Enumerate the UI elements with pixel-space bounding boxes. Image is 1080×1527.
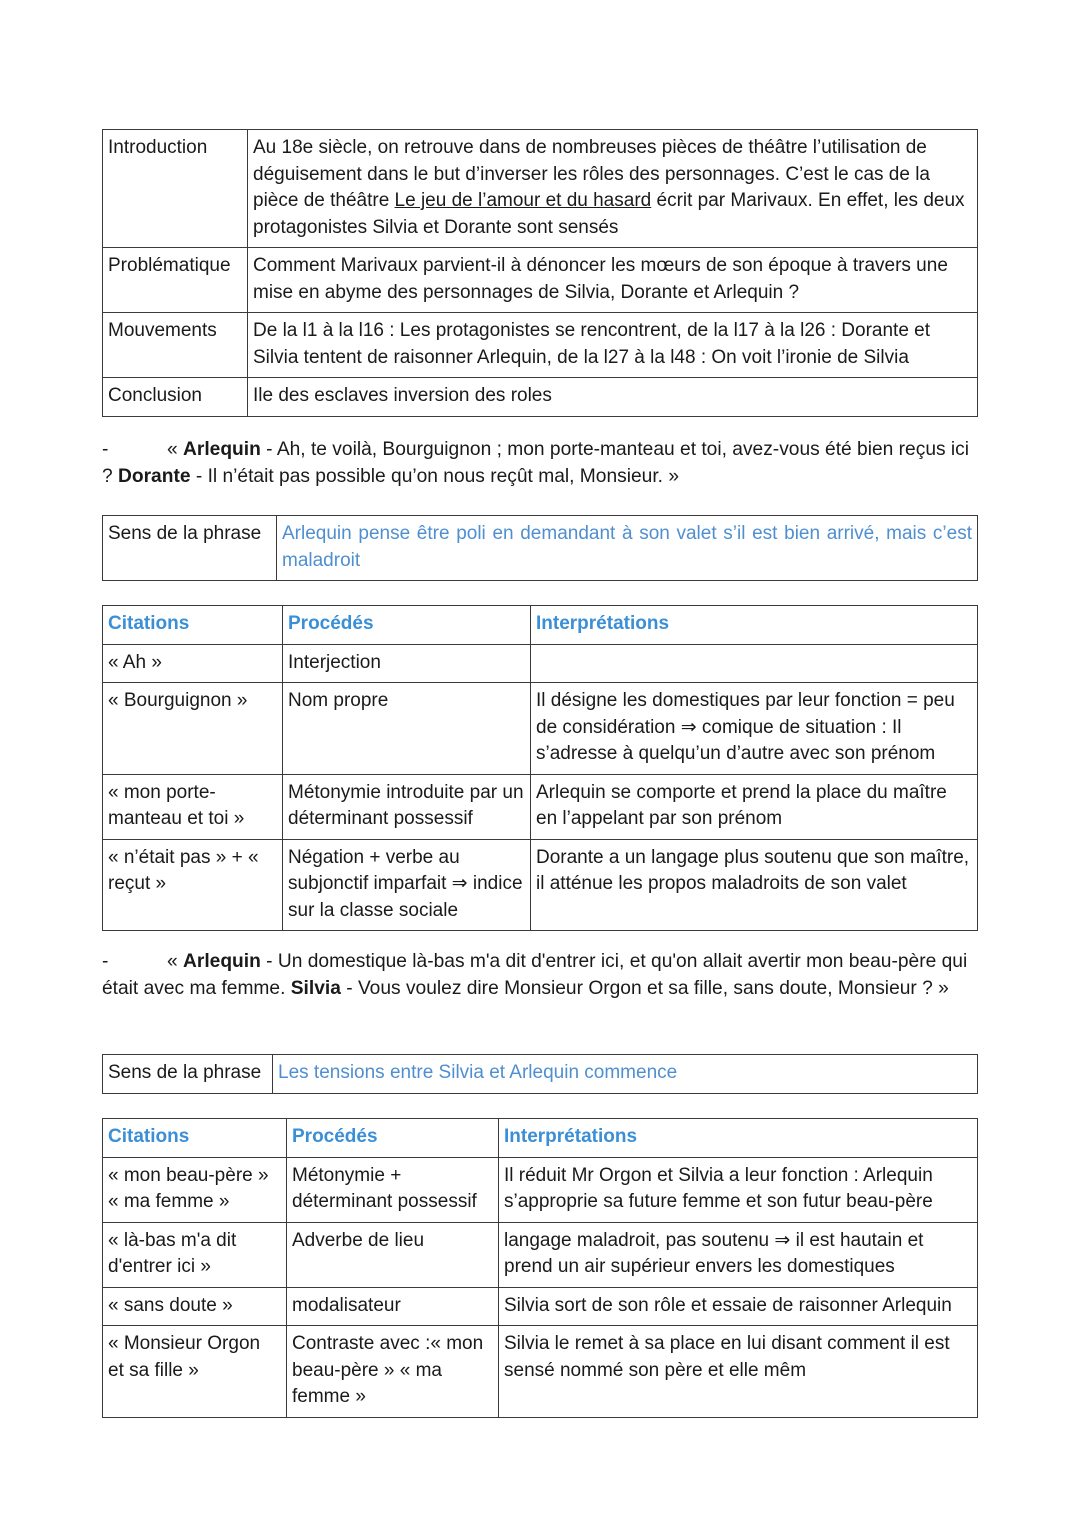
- summary-table: [102, 129, 978, 417]
- summary-label: Introduction: [103, 130, 248, 248]
- citation-cell: « là-bas m'a dit d'entrer ici »: [103, 1222, 287, 1287]
- table-row: [103, 644, 978, 683]
- table-row: [103, 774, 978, 839]
- sens-row: [103, 1055, 978, 1094]
- analysis-header-row: [103, 1119, 978, 1158]
- sens-table-2: [102, 1054, 978, 1094]
- procede-cell: Adverbe de lieu: [287, 1222, 499, 1287]
- header-citations: Citations: [103, 1119, 287, 1158]
- sens-row: [103, 516, 978, 581]
- interpretation-cell: langage maladroit, pas soutenu ⇒ il est hautain et prend un air supérieur envers les domestiques: [499, 1222, 978, 1287]
- sens-label: Sens de la phrase: [103, 1055, 273, 1094]
- analysis-table-2: [102, 1118, 978, 1418]
- quote-open: «: [167, 951, 184, 972]
- summary-text: [248, 130, 978, 248]
- citation-cell: « Ah »: [103, 644, 283, 683]
- summary-row-problematique: [103, 248, 978, 313]
- citation-cell: « sans doute »: [103, 1287, 287, 1326]
- summary-text: De la l1 à la l16 : Les protagonistes se rencontrent, de la l17 à la l26 : Dorante et Silvia tentent de raisonner Arlequin, de la l27 à la l48 : On voit l’ironie de Silvia: [248, 313, 978, 378]
- header-procedes: Procédés: [283, 606, 531, 645]
- speaker-name: Silvia: [290, 977, 341, 999]
- interpretation-cell: [531, 644, 978, 683]
- intro-text-after: écrit par Marivaux. En effet, les deux protagonistes Silvia et Dorante sont sensés: [253, 190, 965, 238]
- quote-line: - Il n’était pas possible qu’on nous reçût mal, Monsieur. »: [190, 465, 679, 487]
- speaker-name: Dorante: [118, 465, 191, 487]
- quote-line: - Un domestique là-bas m'a dit d'entrer ici, et qu'on allait avertir mon beau-père qui était avec ma femme.: [102, 951, 968, 999]
- interpretation-cell: Dorante a un langage plus soutenu que son maître, il atténue les propos maladroits de son valet: [531, 839, 978, 931]
- quote-line: - Vous voulez dire Monsieur Orgon et sa fille, sans doute, Monsieur ? »: [340, 977, 949, 999]
- summary-label: Conclusion: [103, 378, 248, 417]
- procede-cell: Métonymie + déterminant possessif: [287, 1157, 499, 1222]
- summary-label: Mouvements: [103, 313, 248, 378]
- citation-cell: « Monsieur Orgon et sa fille »: [103, 1326, 287, 1418]
- citation-cell: « Bourguignon »: [103, 683, 283, 775]
- interpretation-cell: Il désigne les domestiques par leur fonction = peu de considération ⇒ comique de situation : Il s’adresse à quelqu’un d’autre avec son prénom: [531, 683, 978, 775]
- procede-cell: Interjection: [283, 644, 531, 683]
- summary-row-mouvements: [103, 313, 978, 378]
- analysis-header-row: [103, 606, 978, 645]
- citation-cell: « n’était pas » + « reçut »: [103, 839, 283, 931]
- procede-cell: Métonymie introduite par un déterminant possessif: [283, 774, 531, 839]
- table-row: [103, 1326, 978, 1418]
- quote-open: «: [167, 439, 184, 460]
- interpretation-cell: Silvia le remet à sa place en lui disant comment il est sensé nommé son père et elle mêm: [499, 1326, 978, 1418]
- citation-cell: « mon porte-manteau et toi »: [103, 774, 283, 839]
- header-interpretations: Interprétations: [531, 606, 978, 645]
- quote-1: [102, 437, 982, 490]
- table-row: [103, 839, 978, 931]
- interpretation-cell: Il réduit Mr Orgon et Silvia a leur fonction : Arlequin s’approprie sa future femme et son futur beau-père: [499, 1157, 978, 1222]
- summary-row-conclusion: [103, 378, 978, 417]
- analysis-table-1: [102, 605, 978, 931]
- header-interpretations: Interprétations: [499, 1119, 978, 1158]
- interpretation-cell: Arlequin se comporte et prend la place du maître en l’appelant par son prénom: [531, 774, 978, 839]
- sens-text: Les tensions entre Silvia et Arlequin commence: [273, 1055, 978, 1094]
- summary-text: Ile des esclaves inversion des roles: [248, 378, 978, 417]
- work-title: Le jeu de l’amour et du hasard: [394, 190, 652, 211]
- interpretation-cell: Silvia sort de son rôle et essaie de raisonner Arlequin: [499, 1287, 978, 1326]
- procede-cell: Négation + verbe au subjonctif imparfait ⇒ indice sur la classe sociale: [283, 839, 531, 931]
- summary-text: Comment Marivaux parvient-il à dénoncer les mœurs de son époque à travers une mise en abyme des personnages de Silvia, Dorante et Arlequin ?: [248, 248, 978, 313]
- summary-label: Problématique: [103, 248, 248, 313]
- procede-cell: Nom propre: [283, 683, 531, 775]
- citation-cell: « mon beau-père » « ma femme »: [103, 1157, 287, 1222]
- intro-text-before: Au 18e siècle, on retrouve dans de nombreuses pièces de théâtre l’utilisation de déguisement dans le but d’inverser les rôles des personnages. C’est le cas de la pièce de théâtre: [253, 137, 930, 211]
- summary-row-introduction: [103, 130, 978, 248]
- quote-line: - Ah, te voilà, Bourguignon ; mon porte-manteau et toi, avez-vous été bien reçus ici ?: [102, 439, 970, 487]
- quote-2: [102, 949, 982, 1002]
- sens-label: Sens de la phrase: [103, 516, 277, 581]
- header-procedes: Procédés: [287, 1119, 499, 1158]
- table-row: [103, 1287, 978, 1326]
- bullet-dash: -: [102, 439, 109, 460]
- table-row: [103, 683, 978, 775]
- sens-text: Arlequin pense être poli en demandant à son valet s’il est bien arrivé, mais c’est maladroit: [277, 516, 978, 581]
- procede-cell: Contraste avec :« mon beau-père » « ma femme »: [287, 1326, 499, 1418]
- speaker-name: Arlequin: [183, 439, 261, 460]
- procede-cell: modalisateur: [287, 1287, 499, 1326]
- header-citations: Citations: [103, 606, 283, 645]
- sens-table-1: [102, 515, 978, 581]
- table-row: [103, 1157, 978, 1222]
- bullet-dash: -: [102, 951, 109, 972]
- table-row: [103, 1222, 978, 1287]
- speaker-name: Arlequin: [183, 951, 261, 972]
